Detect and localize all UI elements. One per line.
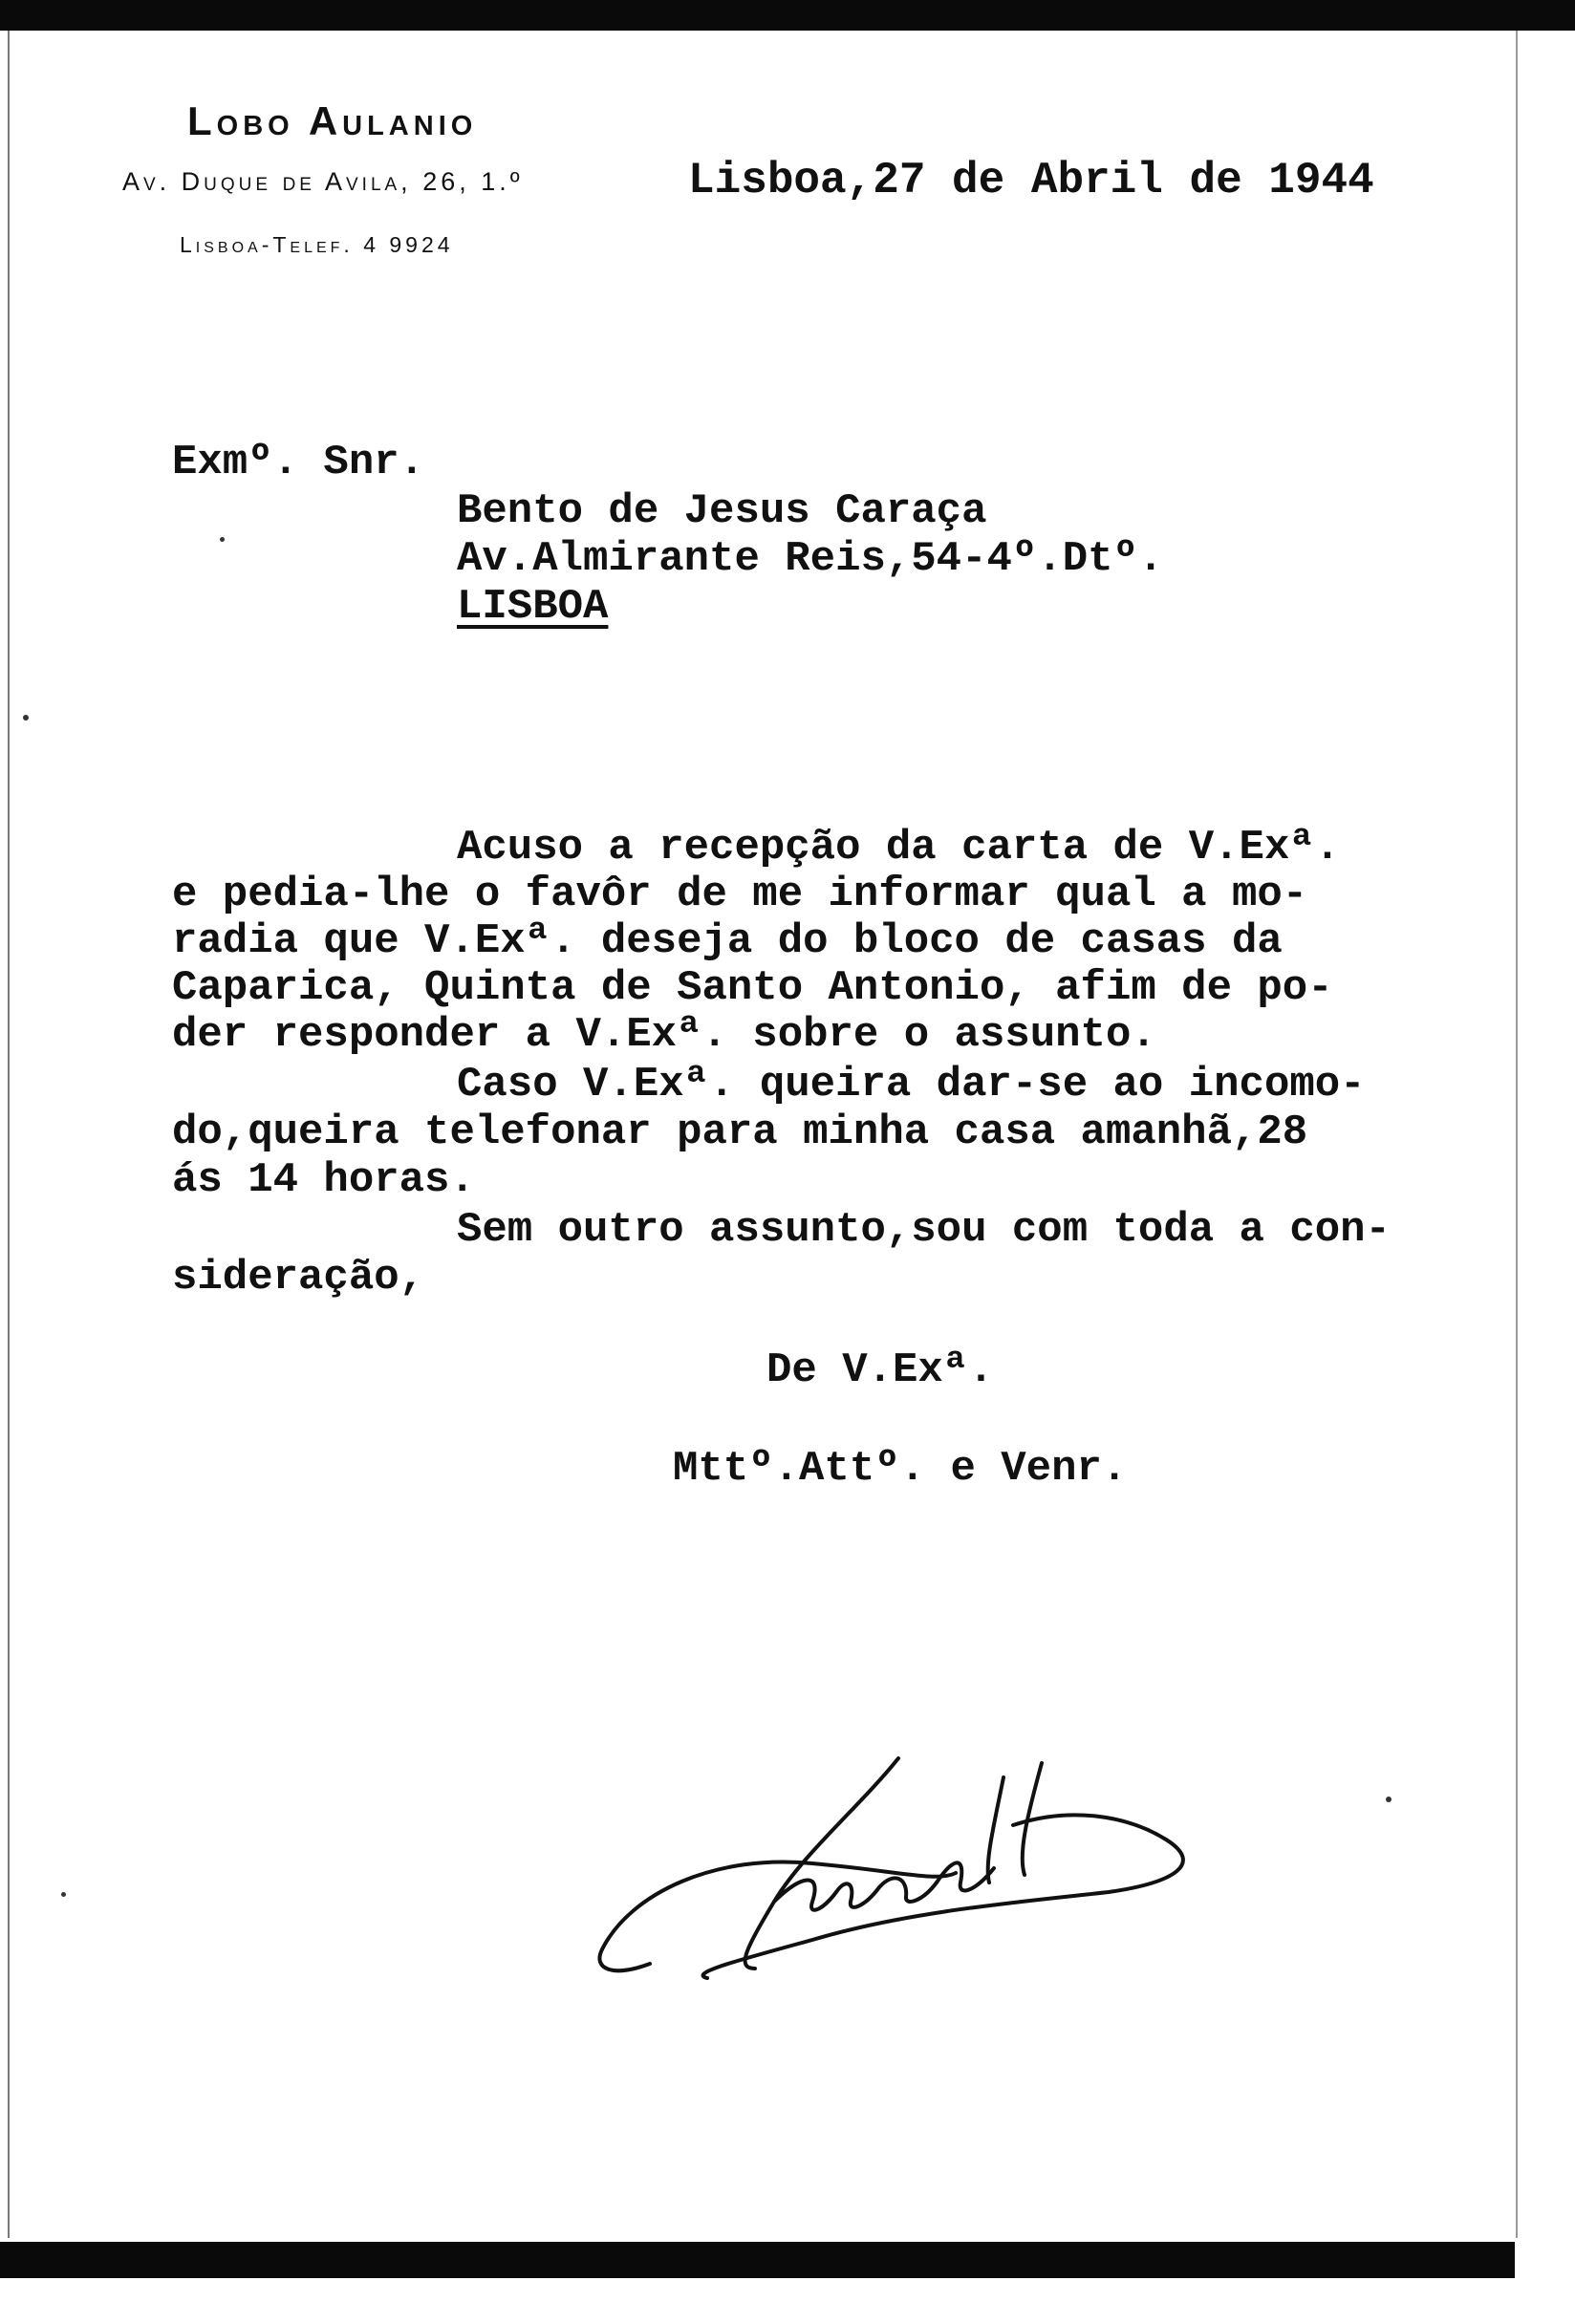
scan-top-border-notch bbox=[1518, 0, 1575, 15]
body-line: Sem outro assunto,sou com toda a con- bbox=[457, 1206, 1391, 1254]
letterhead-address: Av. Duque de Avila, 26, 1.º bbox=[122, 167, 524, 196]
letterhead-phone: Lisboa-Telef. 4 9924 bbox=[180, 232, 454, 257]
body-line: Acuso a recepção da carta de V.Exª. bbox=[457, 824, 1341, 872]
page-left-edge bbox=[8, 31, 10, 2238]
closing-line-2: Mttº.Attº. e Venr. bbox=[673, 1445, 1128, 1493]
body-line: Caso V.Exª. queira dar-se ao incomo- bbox=[457, 1061, 1366, 1108]
scan-speck bbox=[23, 715, 29, 721]
scan-speck bbox=[220, 537, 225, 542]
body-line: der responder a V.Exª. sobre o assunto. bbox=[172, 1011, 1156, 1059]
recipient-city: LISBOA bbox=[457, 583, 609, 631]
body-line: sideração, bbox=[172, 1254, 425, 1302]
scan-speck bbox=[61, 1892, 66, 1897]
salutation: Exmº. Snr. bbox=[172, 439, 425, 486]
body-line: ás 14 horas. bbox=[172, 1156, 475, 1204]
letterhead-name: Lobo Aulanio bbox=[187, 98, 478, 143]
recipient-street: Av.Almirante Reis,54-4º.Dtº. bbox=[457, 535, 1164, 583]
page-right-edge bbox=[1516, 31, 1518, 2238]
closing-line-1: De V.Exª. bbox=[766, 1346, 994, 1394]
body-line: Caparica, Quinta de Santo Antonio, afim de po- bbox=[172, 964, 1333, 1012]
body-line: radia que V.Exª. deseja do bloco de casas da bbox=[172, 917, 1283, 965]
body-line: do,queira telefonar para minha casa amanhã,28 bbox=[172, 1108, 1308, 1156]
body-line: e pedia-lhe o favôr de me informar qual a mo- bbox=[172, 871, 1308, 918]
scan-top-border bbox=[0, 0, 1575, 31]
recipient-name: Bento de Jesus Caraça bbox=[457, 487, 987, 535]
scan-speck bbox=[1386, 1797, 1392, 1802]
scan-bottom-border bbox=[0, 2242, 1515, 2278]
signature-icon bbox=[593, 1749, 1262, 1997]
date-line: Lisboa,27 de Abril de 1944 bbox=[688, 156, 1374, 205]
